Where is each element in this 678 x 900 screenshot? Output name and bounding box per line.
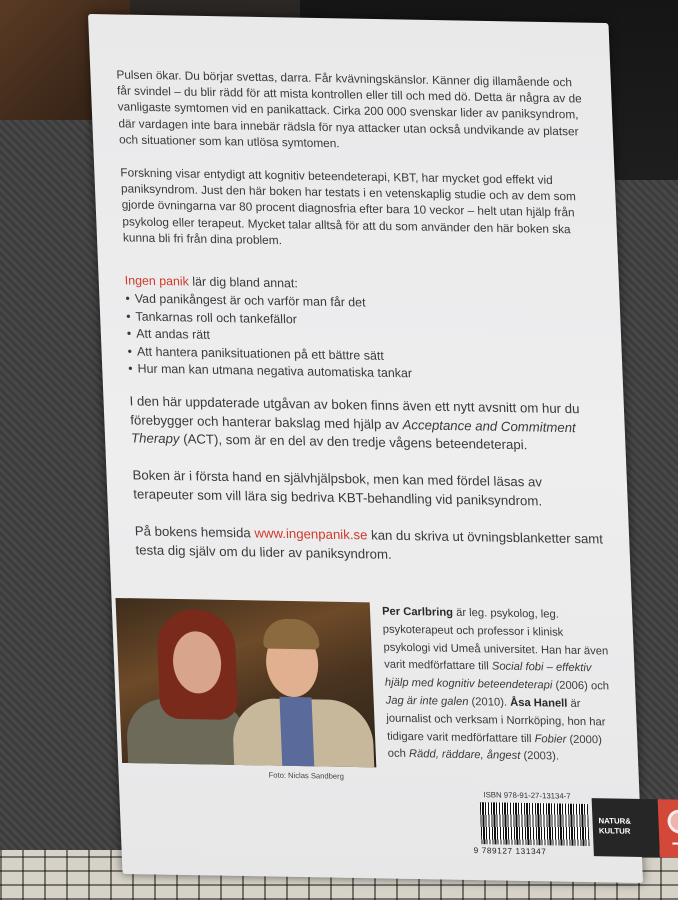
list-item: • Hur man kan utmana negativa automatiska tankar [128, 361, 599, 387]
bio-text: är leg. psykolog, leg. psykoterapeut och professor i klinisk psykologi vid Umeå universitet. Han har även varit medförfattare till [382, 606, 609, 673]
list-item: • Tankarnas roll och tankefällor [126, 308, 597, 334]
update-text-1: I den här uppdaterade utgåvan av boken finns även ett nytt avsnitt om hur du förebygger och hanterar bakslag med hjälp av [129, 393, 580, 432]
bio-text: (2000) och [387, 733, 603, 761]
man-hair [262, 619, 319, 650]
update-paragraph [129, 392, 602, 456]
website-link: www.ingenpanik.se [254, 525, 368, 543]
book-title: Rädd, räddare, ångest [408, 748, 521, 763]
intro-paragraph: Pulsen ökar. Du börjar svettas, darra. Får kvävningskänslor. Känner dig illamående och får svindel – du blir rädd för att mista kontrollen eller till och med dö. Detta är några av de vanligaste symtomen vid en panikattack. Cirka 200 000 svenskar lider av paniksyndrom, där vardagen inte bara innebär rädsla för nya attacker utan också undvikande av platser och situationer som kan utlösa symtomen. [116, 67, 583, 151]
research-paragraph: Forskning visar entydigt att kognitiv beteendeterapi, KBT, har mycket god effekt vid paniksyndrom. Just den här boken har testats i en vetenskaplig studie och av dem som gjorde övningarna var 80 procent diagnosfria efter bara 10 veckor – helt utan hjälp från psykolog eller terapeut. Mycket talar alltså för att du som använder den här boken ska kunna bli fri från dina problem. [120, 165, 577, 248]
list-item: • Vad panikångest är och varför man får det [125, 290, 596, 316]
publisher-emblem [658, 799, 678, 858]
isbn-label: ISBN 978-91-27-13134-7 [483, 790, 571, 801]
publisher-logo [592, 798, 660, 857]
bio-text: (2010). [468, 696, 511, 709]
tree-icon [663, 807, 678, 848]
book-title: Jag är inte galen [385, 694, 469, 709]
man-shirt [279, 697, 314, 768]
learn-heading-text: lär dig bland annat: [188, 274, 299, 291]
book-title-highlight: Ingen panik [124, 273, 190, 289]
barcode-number: 9 789127 131347 [473, 846, 547, 857]
author-name: Per Carlbring [381, 605, 454, 619]
bio-text: är journalist och verksam i Norrköping, hon har tidigare varit medförfattare till [386, 697, 606, 745]
bio-text: (2006) och [552, 679, 610, 693]
act-title: Acceptance and Commitment Therapy [130, 416, 576, 447]
publisher-line: NATUR& [598, 816, 632, 826]
publisher-name [598, 816, 631, 836]
website-paragraph [134, 522, 606, 567]
authors-photo [115, 598, 376, 767]
barcode [480, 802, 590, 846]
book-title: Social fobi – effektiv hjälp med kognitiv beteendeterapi [384, 660, 592, 692]
list-item: • Att andas rätt [127, 326, 598, 352]
selfhelp-paragraph: Boken är i första hand en självhjälpsbok, men kan med fördel läsas av terapeuter som vill lära sig bedriva KBT-behandling vid paniksyndrom. [132, 467, 543, 509]
publisher-line: KULTUR [598, 825, 631, 836]
website-text-2: kan du skriva ut övningsblanketter samt testa dig själv om du lider av paniksyndrom. [135, 527, 604, 562]
website-text-1: På bokens hemsida [134, 523, 255, 541]
book-back-cover [88, 14, 643, 883]
author-name: Åsa Hanell [509, 696, 568, 710]
author-bio [382, 604, 619, 768]
book-title: Fobier [534, 732, 567, 746]
learn-list [125, 290, 599, 386]
bio-text: (2003). [520, 750, 560, 763]
list-item: • Att hantera paniksituationen på ett bättre sätt [127, 343, 598, 369]
update-text-2: (ACT), som är en del av den tredje vågens beteendeterapi. [179, 431, 528, 453]
photo-credit: Foto: Niclas Sandberg [268, 770, 345, 781]
